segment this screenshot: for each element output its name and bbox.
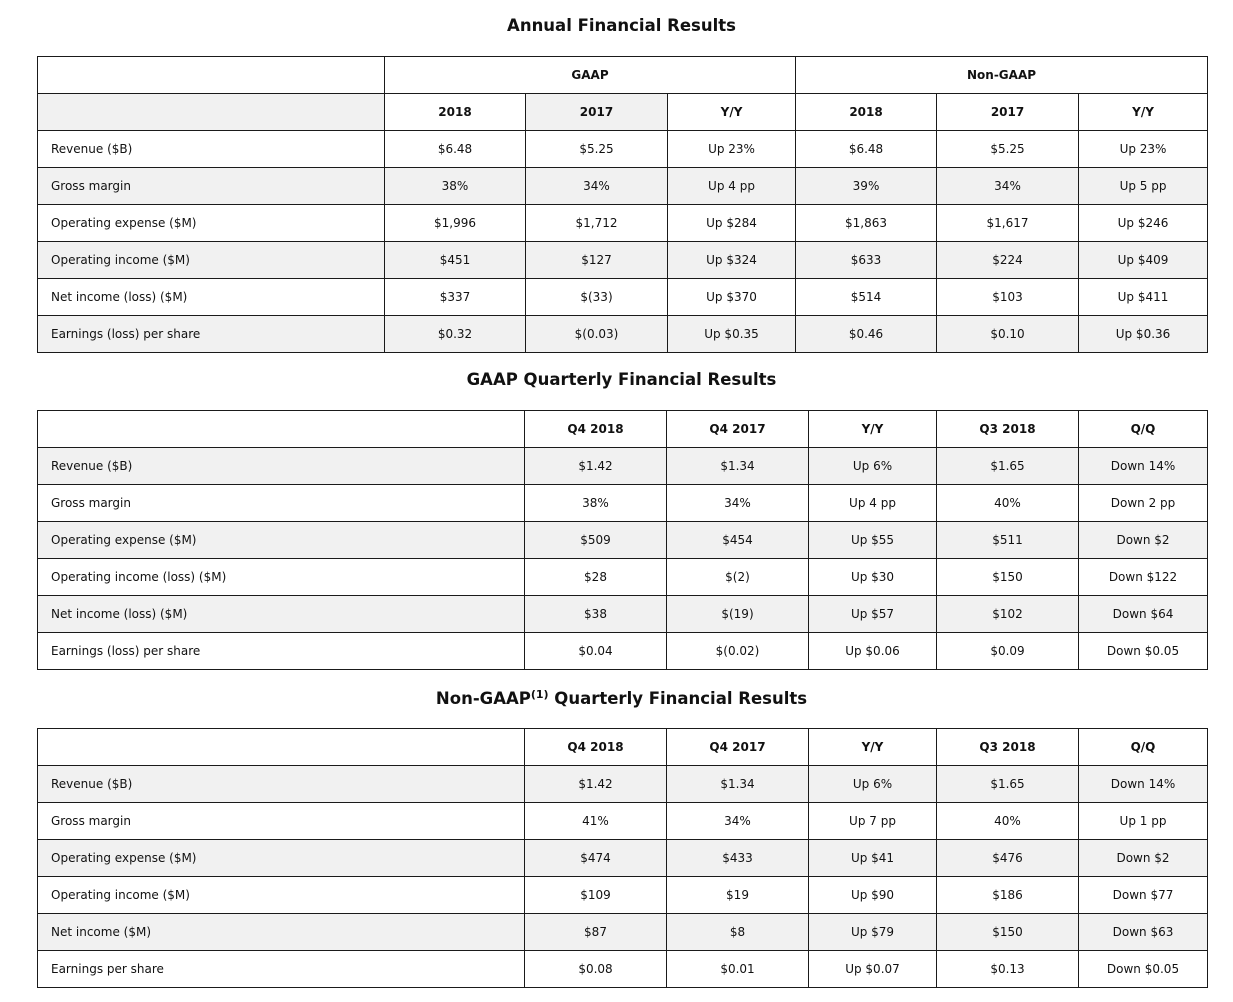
table-cell: Up 4 pp: [668, 168, 796, 205]
table-cell: Up $90: [809, 877, 937, 914]
column-header: Y/Y: [809, 411, 937, 448]
table-cell: $0.32: [385, 316, 526, 353]
table-cell: $(19): [667, 596, 809, 633]
table-row: [38, 522, 1208, 559]
table-cell: $1.34: [667, 448, 809, 485]
table-row: [38, 448, 1208, 485]
table-cell: Up 6%: [809, 448, 937, 485]
column-header: 2017: [937, 94, 1079, 131]
table-cell: $451: [385, 242, 526, 279]
table-cell: 38%: [525, 485, 667, 522]
table-cell: $1.42: [525, 766, 667, 803]
table-cell: Up 6%: [809, 766, 937, 803]
non-gaap-group-header: Non-GAAP: [796, 57, 1208, 94]
table-cell: $0.04: [525, 633, 667, 670]
table-cell: $514: [796, 279, 937, 316]
table-cell: Up $409: [1079, 242, 1208, 279]
column-header: Y/Y: [809, 729, 937, 766]
table-row: [38, 559, 1208, 596]
table-cell: $28: [525, 559, 667, 596]
row-label-header: [38, 94, 385, 131]
table-row: [38, 205, 1208, 242]
column-header: Q/Q: [1079, 729, 1208, 766]
table-cell: $454: [667, 522, 809, 559]
column-header: Q4 2018: [525, 411, 667, 448]
table-cell: Down $77: [1079, 877, 1208, 914]
table-cell: Down $2: [1079, 522, 1208, 559]
table-cell: $150: [937, 914, 1079, 951]
table-cell: Down $122: [1079, 559, 1208, 596]
footnote-marker: (1): [530, 688, 549, 701]
table-cell: $1,712: [526, 205, 668, 242]
column-header: 2017: [526, 94, 668, 131]
table-cell: $0.09: [937, 633, 1079, 670]
row-label: Operating expense ($M): [38, 840, 525, 877]
table-cell: $87: [525, 914, 667, 951]
table-cell: 38%: [385, 168, 526, 205]
table-cell: Up $0.07: [809, 951, 937, 988]
table-cell: $127: [526, 242, 668, 279]
table-cell: $5.25: [937, 131, 1079, 168]
table-cell: Down $2: [1079, 840, 1208, 877]
row-label: Gross margin: [38, 168, 385, 205]
table-cell: $6.48: [796, 131, 937, 168]
table-row: [38, 168, 1208, 205]
table-cell: $(0.02): [667, 633, 809, 670]
table-cell: Up $370: [668, 279, 796, 316]
table-cell: Up 4 pp: [809, 485, 937, 522]
row-label: Earnings per share: [38, 951, 525, 988]
table-cell: Up $0.06: [809, 633, 937, 670]
column-header: Q4 2017: [667, 411, 809, 448]
table-row: [38, 279, 1208, 316]
title-rest: Quarterly Financial Results: [548, 689, 808, 708]
table-cell: $0.08: [525, 951, 667, 988]
table-cell: $1,863: [796, 205, 937, 242]
table-cell: $433: [667, 840, 809, 877]
row-label: Operating income ($M): [38, 242, 385, 279]
table-cell: Up $284: [668, 205, 796, 242]
gaap-quarterly-table: [37, 410, 1208, 670]
table-cell: $474: [525, 840, 667, 877]
table-cell: $1,996: [385, 205, 526, 242]
row-label: Net income ($M): [38, 914, 525, 951]
table-cell: 41%: [525, 803, 667, 840]
table-cell: $186: [937, 877, 1079, 914]
table-cell: $0.01: [667, 951, 809, 988]
table-cell: $0.46: [796, 316, 937, 353]
table-cell: Up 7 pp: [809, 803, 937, 840]
table-cell: $476: [937, 840, 1079, 877]
table-cell: $5.25: [526, 131, 668, 168]
table-cell: $(33): [526, 279, 668, 316]
table-cell: Up $79: [809, 914, 937, 951]
non-gaap-quarterly-table: [37, 728, 1208, 988]
table-cell: Down $64: [1079, 596, 1208, 633]
row-label: Earnings (loss) per share: [38, 316, 385, 353]
table-row: [38, 131, 1208, 168]
row-label: Revenue ($B): [38, 448, 525, 485]
table-row: [38, 914, 1208, 951]
table-cell: 34%: [667, 485, 809, 522]
table-cell: 34%: [937, 168, 1079, 205]
table-cell: Up $55: [809, 522, 937, 559]
column-header: Q4 2017: [667, 729, 809, 766]
corner-cell: [38, 57, 385, 94]
row-label: Net income (loss) ($M): [38, 596, 525, 633]
table-cell: Up 5 pp: [1079, 168, 1208, 205]
table-cell: $8: [667, 914, 809, 951]
table-cell: Up 23%: [1079, 131, 1208, 168]
table-cell: $6.48: [385, 131, 526, 168]
table-cell: Up $0.36: [1079, 316, 1208, 353]
table-cell: $102: [937, 596, 1079, 633]
row-label: Operating income (loss) ($M): [38, 559, 525, 596]
table-cell: $0.10: [937, 316, 1079, 353]
column-header: Y/Y: [668, 94, 796, 131]
column-header: Q/Q: [1079, 411, 1208, 448]
column-header: Q4 2018: [525, 729, 667, 766]
table-row: [38, 633, 1208, 670]
table-cell: $109: [525, 877, 667, 914]
table-row: [38, 877, 1208, 914]
row-label: Gross margin: [38, 485, 525, 522]
column-header: Q3 2018: [937, 411, 1079, 448]
table-cell: Up $57: [809, 596, 937, 633]
table-row: [38, 316, 1208, 353]
table-cell: $38: [525, 596, 667, 633]
table-row: [38, 485, 1208, 522]
row-label: Net income (loss) ($M): [38, 279, 385, 316]
row-label: Earnings (loss) per share: [38, 633, 525, 670]
row-label: Operating expense ($M): [38, 522, 525, 559]
table-row: [38, 840, 1208, 877]
table-cell: 39%: [796, 168, 937, 205]
table-cell: $633: [796, 242, 937, 279]
gaap-quarterly-title: GAAP Quarterly Financial Results: [466, 370, 777, 389]
table-cell: $(2): [667, 559, 809, 596]
row-label: Operating expense ($M): [38, 205, 385, 242]
table-row: [38, 242, 1208, 279]
table-cell: $509: [525, 522, 667, 559]
non-gaap-quarterly-title: [0, 688, 1233, 708]
row-label: Revenue ($B): [38, 766, 525, 803]
table-cell: Up $246: [1079, 205, 1208, 242]
row-label: Gross margin: [38, 803, 525, 840]
table-cell: $19: [667, 877, 809, 914]
table-cell: $224: [937, 242, 1079, 279]
table-cell: Down $0.05: [1079, 951, 1208, 988]
table-cell: $103: [937, 279, 1079, 316]
annual-results-table: [37, 56, 1208, 353]
table-cell: Down $63: [1079, 914, 1208, 951]
table-cell: $1.42: [525, 448, 667, 485]
table-cell: $1.65: [937, 766, 1079, 803]
column-header: Y/Y: [1079, 94, 1208, 131]
table-cell: $1.34: [667, 766, 809, 803]
table-cell: Down 2 pp: [1079, 485, 1208, 522]
table-row: [38, 766, 1208, 803]
table-cell: Up 1 pp: [1079, 803, 1208, 840]
table-cell: Down 14%: [1079, 448, 1208, 485]
table-row: [38, 951, 1208, 988]
table-cell: $511: [937, 522, 1079, 559]
table-cell: Up $41: [809, 840, 937, 877]
column-header: 2018: [385, 94, 526, 131]
table-cell: $150: [937, 559, 1079, 596]
annual-results-title: Annual Financial Results: [507, 16, 736, 35]
column-header: 2018: [796, 94, 937, 131]
column-header: Q3 2018: [937, 729, 1079, 766]
table-cell: Up 23%: [668, 131, 796, 168]
table-cell: Down $0.05: [1079, 633, 1208, 670]
table-cell: 34%: [526, 168, 668, 205]
table-cell: Down 14%: [1079, 766, 1208, 803]
table-cell: $337: [385, 279, 526, 316]
gaap-group-header: GAAP: [385, 57, 796, 94]
title-main: Non-GAAP: [435, 689, 531, 708]
table-cell: Up $0.35: [668, 316, 796, 353]
row-label-header: [38, 411, 525, 448]
table-cell: $1,617: [937, 205, 1079, 242]
table-cell: $0.13: [937, 951, 1079, 988]
table-cell: Up $411: [1079, 279, 1208, 316]
table-cell: Up $30: [809, 559, 937, 596]
table-cell: $1.65: [937, 448, 1079, 485]
table-cell: 34%: [667, 803, 809, 840]
row-label: Operating income ($M): [38, 877, 525, 914]
table-cell: $(0.03): [526, 316, 668, 353]
row-label: Revenue ($B): [38, 131, 385, 168]
table-row: [38, 803, 1208, 840]
table-cell: 40%: [937, 803, 1079, 840]
table-cell: Up $324: [668, 242, 796, 279]
row-label-header: [38, 729, 525, 766]
table-cell: 40%: [937, 485, 1079, 522]
table-row: [38, 596, 1208, 633]
